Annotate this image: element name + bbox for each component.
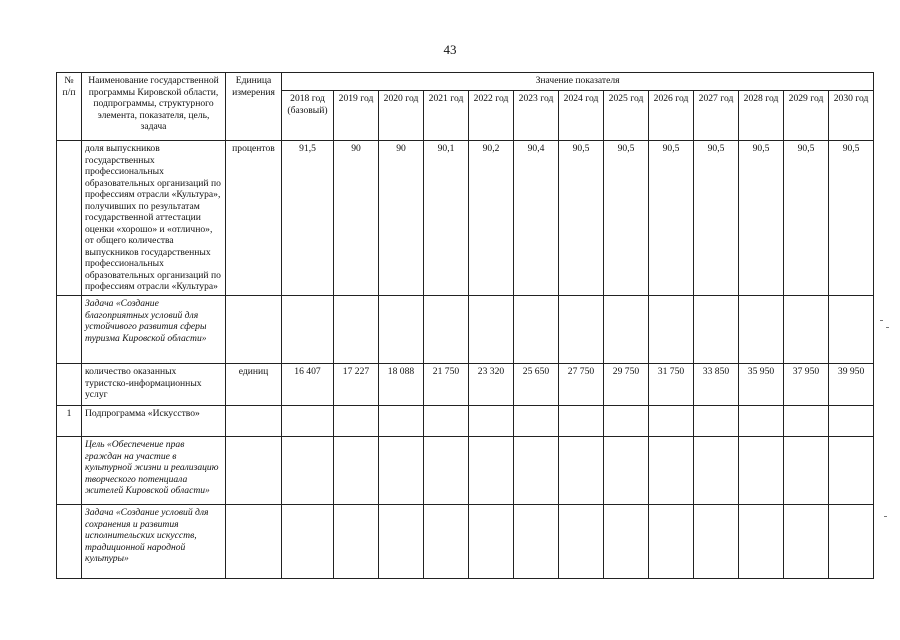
value-cell: 90,5	[694, 141, 739, 296]
value-cell	[282, 296, 334, 364]
value-cell	[694, 296, 739, 364]
value-cell	[604, 296, 649, 364]
header-value-group: Значение показателя	[282, 73, 874, 91]
year-header-cell: 2026 год	[649, 91, 694, 141]
row-number-cell	[57, 296, 82, 364]
value-cell: 33 850	[694, 364, 739, 406]
value-cell	[604, 505, 649, 579]
header-unit-cell: Единица измерения	[226, 73, 282, 141]
row-name-cell: Задача «Создание условий для сохранения и развития исполнительских искусств, традиционной народной культуры»	[82, 505, 226, 579]
value-cell	[514, 296, 559, 364]
value-cell	[559, 437, 604, 505]
value-cell	[694, 437, 739, 505]
value-cell	[424, 505, 469, 579]
value-cell: 25 650	[514, 364, 559, 406]
value-cell: 90,5	[604, 141, 649, 296]
value-cell: 90	[334, 141, 379, 296]
value-cell	[424, 406, 469, 437]
row-name-cell: количество оказанных туристско-информационных услуг	[82, 364, 226, 406]
year-header-cell: 2025 год	[604, 91, 649, 141]
value-cell	[784, 505, 829, 579]
value-cell	[379, 505, 424, 579]
row-name-cell: Цель «Обеспечение прав граждан на участие в культурной жизни и реализацию творческого потенциала жителей Кировской области»	[82, 437, 226, 505]
value-cell	[739, 406, 784, 437]
value-cell: 21 750	[424, 364, 469, 406]
value-cell	[379, 437, 424, 505]
value-cell	[469, 406, 514, 437]
year-header-cell: 2022 год	[469, 91, 514, 141]
value-cell	[829, 505, 874, 579]
value-cell	[784, 406, 829, 437]
value-cell	[829, 437, 874, 505]
row-unit-cell: единиц	[226, 364, 282, 406]
value-cell: 90,5	[784, 141, 829, 296]
value-cell: 90,2	[469, 141, 514, 296]
year-header-cell: 2030 год	[829, 91, 874, 141]
header-name-cell: Наименование государственной программы Кировской области, подпрограммы, структурного элемента, показателя, цель, задача	[82, 73, 226, 141]
header-number-cell: № п/п	[57, 73, 82, 141]
value-cell: 39 950	[829, 364, 874, 406]
row-number-cell	[57, 364, 82, 406]
value-cell: 17 227	[334, 364, 379, 406]
header-row	[57, 73, 874, 91]
table-row	[57, 364, 874, 406]
value-cell: 27 750	[559, 364, 604, 406]
value-cell: 90,5	[739, 141, 784, 296]
row-number-cell	[57, 437, 82, 505]
value-cell	[604, 437, 649, 505]
value-cell	[379, 406, 424, 437]
value-cell	[334, 505, 379, 579]
value-cell: 90,5	[649, 141, 694, 296]
indicator-table	[56, 72, 874, 579]
value-cell	[282, 406, 334, 437]
value-cell	[469, 505, 514, 579]
scan-speck	[884, 516, 887, 517]
page-number: 43	[443, 42, 457, 57]
value-cell	[649, 437, 694, 505]
year-header-cell: 2029 год	[784, 91, 829, 141]
row-name-cell: доля выпускников государственных профессиональных образовательных организаций по профессиям отрасли «Культура», получивших по результатам государственной аттестации оценки «хорошо» и «отлично», от общего количества выпускников государственных профессиональных образовательных организаций по профессиям отрасли «Культура»	[82, 141, 226, 296]
value-cell	[559, 296, 604, 364]
scan-speck	[880, 320, 883, 321]
value-cell: 37 950	[784, 364, 829, 406]
value-cell	[282, 437, 334, 505]
value-cell: 23 320	[469, 364, 514, 406]
year-header-cell: 2019 год	[334, 91, 379, 141]
value-cell: 18 088	[379, 364, 424, 406]
value-cell	[829, 296, 874, 364]
value-cell: 16 407	[282, 364, 334, 406]
value-cell	[514, 505, 559, 579]
value-cell	[424, 437, 469, 505]
value-cell: 31 750	[649, 364, 694, 406]
value-cell: 90,5	[829, 141, 874, 296]
value-cell	[514, 437, 559, 505]
row-unit-cell: процентов	[226, 141, 282, 296]
value-cell	[829, 406, 874, 437]
value-cell	[694, 406, 739, 437]
year-header-cell: 2018 год (базовый)	[282, 91, 334, 141]
value-cell	[604, 406, 649, 437]
value-cell	[784, 296, 829, 364]
row-number-cell	[57, 505, 82, 579]
value-cell: 90	[379, 141, 424, 296]
value-cell	[649, 406, 694, 437]
value-cell	[649, 296, 694, 364]
year-header-cell: 2027 год	[694, 91, 739, 141]
value-cell	[469, 296, 514, 364]
row-unit-cell	[226, 406, 282, 437]
year-header-cell: 2021 год	[424, 91, 469, 141]
value-cell	[739, 296, 784, 364]
value-cell: 29 750	[604, 364, 649, 406]
value-cell	[379, 296, 424, 364]
value-cell	[469, 437, 514, 505]
value-cell	[784, 437, 829, 505]
value-cell	[694, 505, 739, 579]
year-header-cell: 2020 год	[379, 91, 424, 141]
value-cell: 91,5	[282, 141, 334, 296]
value-cell	[282, 505, 334, 579]
row-number-cell: 1	[57, 406, 82, 437]
row-unit-cell	[226, 437, 282, 505]
value-cell	[649, 505, 694, 579]
year-header-cell: 2028 год	[739, 91, 784, 141]
row-name-cell: Задача «Создание благоприятных условий для устойчивого развития сферы туризма Кировской области»	[82, 296, 226, 364]
year-header-cell: 2024 год	[559, 91, 604, 141]
value-cell	[739, 437, 784, 505]
value-cell: 90,4	[514, 141, 559, 296]
value-cell	[514, 406, 559, 437]
row-number-cell	[57, 141, 82, 296]
table-row	[57, 406, 874, 437]
value-cell	[334, 406, 379, 437]
row-name-cell: Подпрограмма «Искусство»	[82, 406, 226, 437]
value-cell: 90,5	[559, 141, 604, 296]
value-cell	[334, 437, 379, 505]
value-cell	[424, 296, 469, 364]
row-unit-cell	[226, 296, 282, 364]
table-row	[57, 296, 874, 364]
value-cell: 90,1	[424, 141, 469, 296]
value-cell	[334, 296, 379, 364]
table-row	[57, 505, 874, 579]
year-header-cell: 2023 год	[514, 91, 559, 141]
table-row	[57, 141, 874, 296]
table-row	[57, 437, 874, 505]
scan-speck	[886, 327, 889, 328]
row-unit-cell	[226, 505, 282, 579]
value-cell	[739, 505, 784, 579]
value-cell	[559, 505, 604, 579]
value-cell: 35 950	[739, 364, 784, 406]
value-cell	[559, 406, 604, 437]
